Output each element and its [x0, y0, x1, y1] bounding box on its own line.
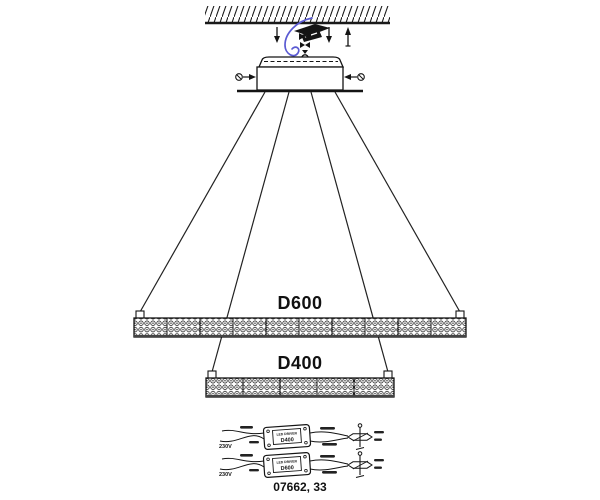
- arrow-down-right-icon: [326, 27, 332, 43]
- connector: [348, 424, 384, 450]
- ring-d400: [206, 371, 394, 397]
- screw-left-icon: [236, 74, 256, 81]
- input-wires: [220, 458, 264, 469]
- output-wires: [310, 460, 348, 470]
- driver-label-line1: LED DRIVER: [276, 459, 298, 465]
- suspension-wire-outer-left: [140, 92, 265, 312]
- wiring-diagram-1: [219, 424, 384, 450]
- input-voltage-label: 230V: [219, 472, 232, 478]
- ring-d600: [134, 311, 466, 337]
- input-voltage-label: 230V: [219, 444, 232, 450]
- arrow-up-icon: [345, 27, 351, 46]
- suspension-wire-outer-right: [335, 92, 460, 312]
- wiring-diagram-2: [219, 452, 384, 478]
- screw-right-icon: [344, 74, 364, 81]
- input-wires: [220, 430, 264, 441]
- driver-label-line1: LED DRIVER: [276, 431, 298, 437]
- led-driver-box: [263, 424, 310, 449]
- driver-label-line2: D400: [280, 437, 295, 444]
- arrow-down-left-icon: [274, 27, 280, 43]
- connector: [348, 452, 384, 478]
- part-number: 07662, 33: [273, 480, 327, 494]
- led-driver-box: [263, 452, 310, 477]
- ring-d600-label: D600: [277, 293, 323, 313]
- canopy-body: [257, 67, 343, 90]
- output-wires: [310, 432, 348, 442]
- ring-d400-label: D400: [277, 353, 323, 373]
- canopy-cover: [259, 57, 343, 67]
- ceiling-hatch: [205, 6, 390, 23]
- driver-label-line2: D600: [280, 465, 295, 472]
